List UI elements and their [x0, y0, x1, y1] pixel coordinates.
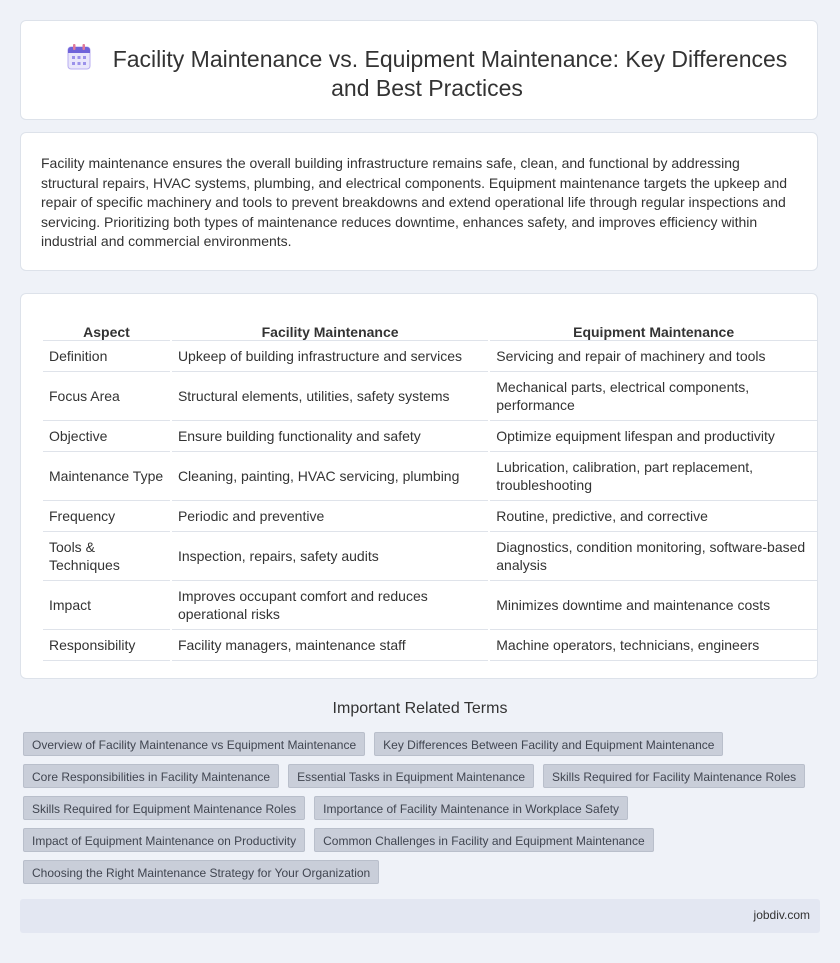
table-row — [43, 630, 817, 661]
cell-equipment: Routine, predictive, and corrective — [490, 501, 817, 532]
table-row — [43, 341, 817, 372]
calendar-icon — [67, 44, 91, 70]
table-row — [43, 501, 817, 532]
table-row — [43, 452, 817, 501]
related-term-link[interactable]: Essential Tasks in Equipment Maintenance — [288, 764, 534, 788]
related-term-link[interactable]: Skills Required for Equipment Maintenance Roles — [23, 796, 305, 820]
page-title-wrap — [51, 44, 803, 103]
cell-equipment: Lubrication, calibration, part replacement, troubleshooting — [490, 452, 817, 501]
table-row — [43, 421, 817, 452]
footer-site-link[interactable]: jobdiv.com — [753, 908, 810, 922]
related-term-link[interactable]: Choosing the Right Maintenance Strategy for Your Organization — [23, 860, 379, 884]
table-row — [43, 532, 817, 581]
cell-equipment: Machine operators, technicians, engineers — [490, 630, 817, 661]
cell-facility: Periodic and preventive — [172, 501, 488, 532]
table-row — [43, 372, 817, 421]
table-header-row — [43, 314, 817, 341]
cell-aspect: Objective — [43, 421, 170, 452]
header-equipment: Equipment Maintenance — [490, 314, 817, 341]
cell-facility: Upkeep of building infrastructure and services — [172, 341, 488, 372]
related-term-link[interactable]: Core Responsibilities in Facility Maintenance — [23, 764, 279, 788]
cell-facility: Improves occupant comfort and reduces operational risks — [172, 581, 488, 630]
intro-paragraph: Facility maintenance ensures the overall building infrastructure remains safe, clean, and functional by addressing structural repairs, HVAC systems, plumbing, and electrical components. Equipment maintenance targets the upkeep and repair of specific machinery and tools to prevent breakdowns and extend operational life through regular inspections and servicing. Prioritizing both types of maintenance reduces downtime, enhances safety, and improves efficiency within industrial and commercial environments. — [41, 155, 788, 249]
cell-aspect: Focus Area — [43, 372, 170, 421]
cell-facility: Facility managers, maintenance staff — [172, 630, 488, 661]
related-term-link[interactable]: Importance of Facility Maintenance in Workplace Safety — [314, 796, 628, 820]
page-title: Facility Maintenance vs. Equipment Maintenance: Key Differences and Best Practices — [112, 46, 788, 101]
related-term-link[interactable]: Key Differences Between Facility and Equipment Maintenance — [374, 732, 723, 756]
cell-equipment: Mechanical parts, electrical components, performance — [490, 372, 817, 421]
cell-equipment: Minimizes downtime and maintenance costs — [490, 581, 817, 630]
cell-aspect: Impact — [43, 581, 170, 630]
related-terms-heading: Important Related Terms — [332, 700, 508, 717]
table-row — [43, 581, 817, 630]
footer — [20, 899, 820, 933]
cell-facility: Structural elements, utilities, safety systems — [172, 372, 488, 421]
related-term-link[interactable]: Skills Required for Facility Maintenance Roles — [543, 764, 805, 788]
cell-equipment: Optimize equipment lifespan and productivity — [490, 421, 817, 452]
cell-equipment: Diagnostics, condition monitoring, software-based analysis — [490, 532, 817, 581]
related-term-link[interactable]: Overview of Facility Maintenance vs Equipment Maintenance — [23, 732, 365, 756]
cell-aspect: Maintenance Type — [43, 452, 170, 501]
cell-facility: Ensure building functionality and safety — [172, 421, 488, 452]
cell-facility: Cleaning, painting, HVAC servicing, plumbing — [172, 452, 488, 501]
related-term-link[interactable]: Impact of Equipment Maintenance on Productivity — [23, 828, 305, 852]
comparison-card — [20, 293, 818, 679]
related-terms-list — [23, 732, 803, 892]
cell-facility: Inspection, repairs, safety audits — [172, 532, 488, 581]
related-term-link[interactable]: Common Challenges in Facility and Equipment Maintenance — [314, 828, 654, 852]
cell-aspect: Responsibility — [43, 630, 170, 661]
cell-aspect: Frequency — [43, 501, 170, 532]
comparison-table — [41, 314, 819, 661]
intro-card — [20, 132, 818, 271]
cell-aspect: Definition — [43, 341, 170, 372]
header-facility: Facility Maintenance — [172, 314, 488, 341]
cell-equipment: Servicing and repair of machinery and tools — [490, 341, 817, 372]
cell-aspect: Tools & Techniques — [43, 532, 170, 581]
header-aspect: Aspect — [43, 314, 170, 341]
title-card — [20, 20, 818, 120]
